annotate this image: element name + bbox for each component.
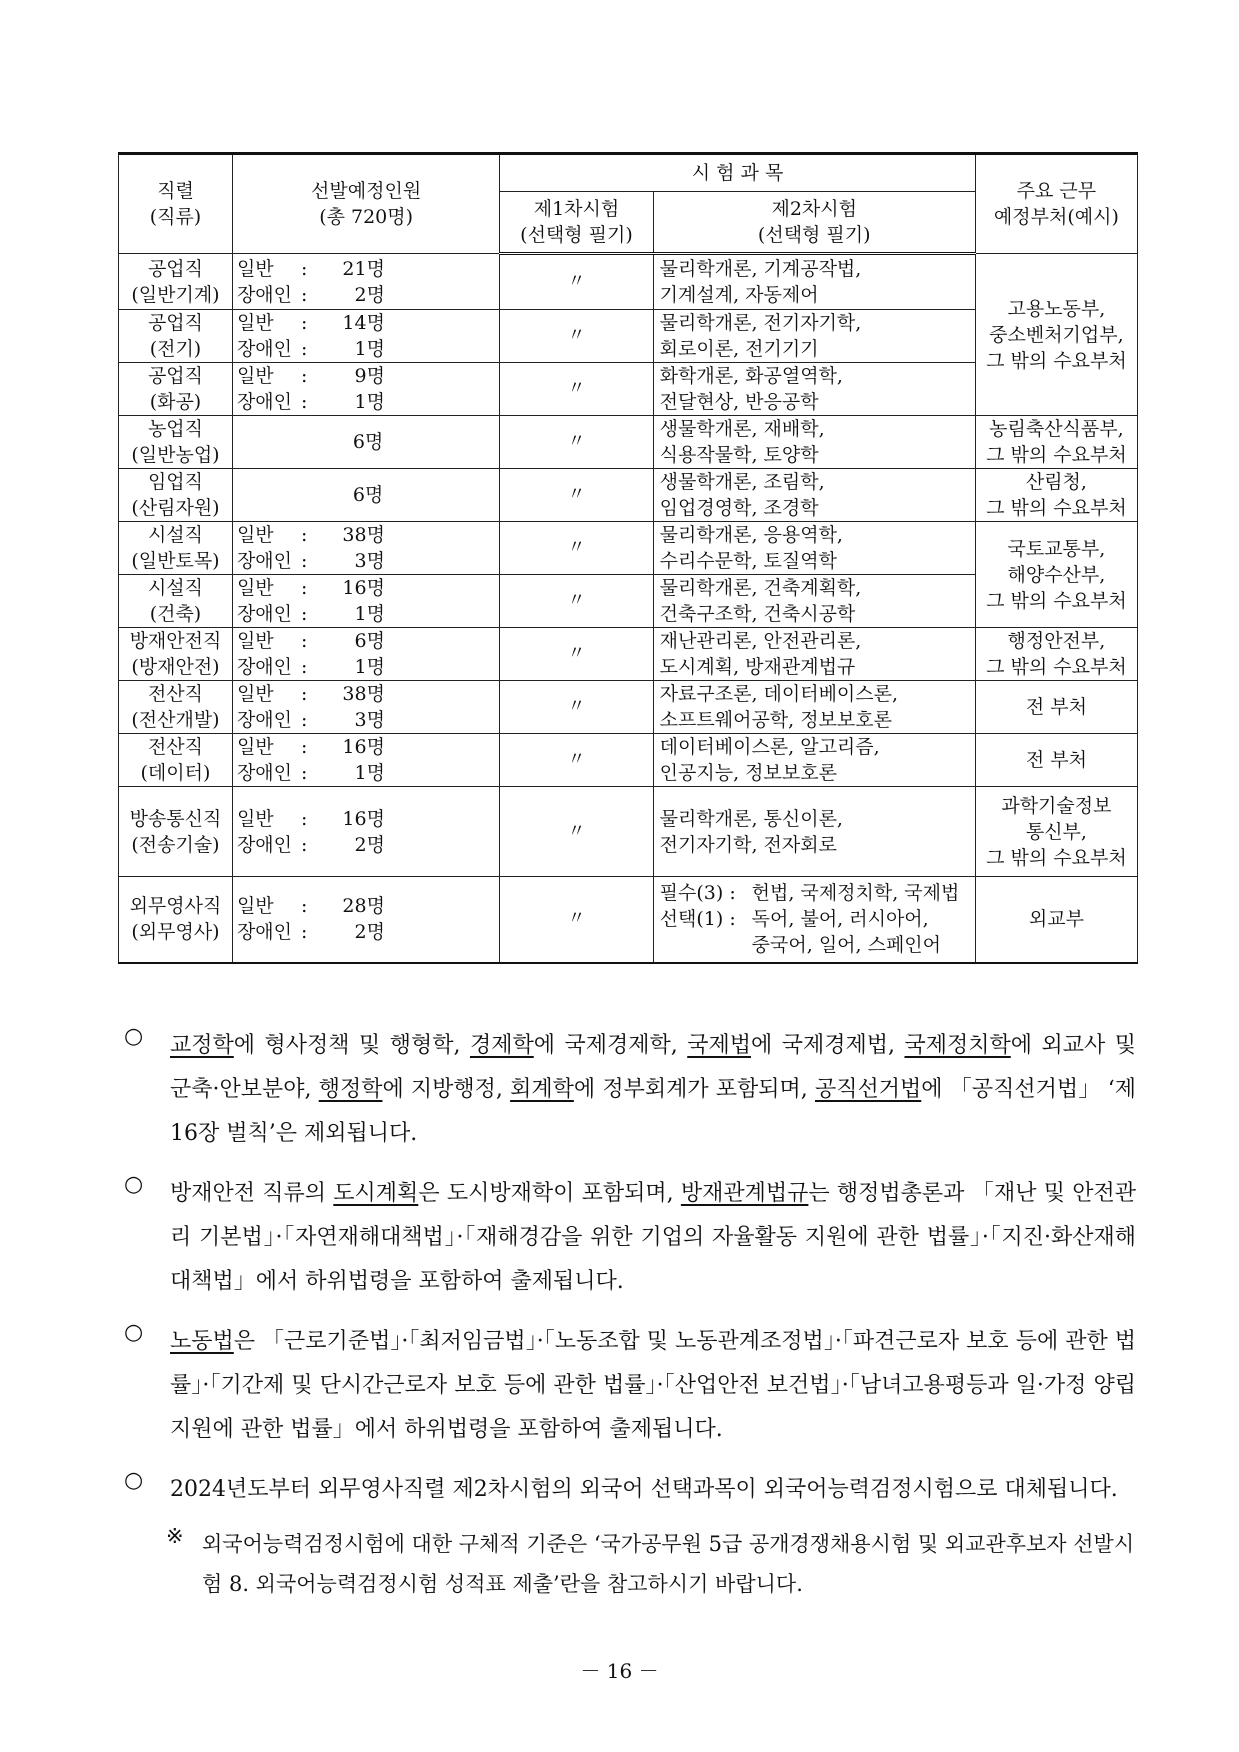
job-cell: 시설직 (일반토목) (119, 522, 233, 575)
second-exam-cell: 필수(3) : 헌법, 국제정치학, 국제법 선택(1) : 독어, 불어, 러시아어, 중국어, 일어, 스페인어 (653, 877, 975, 963)
first-exam-cell: 〃 (500, 575, 653, 628)
second-exam-cell: 데이터베이스론, 알고리즘, 인공지능, 정보보호론 (653, 734, 975, 787)
selection-cell: 일반 : 38명 장애인 : 3명 (232, 522, 499, 575)
first-exam-cell: 〃 (500, 522, 653, 575)
header-first-exam: 제1차시험 (선택형 필기) (500, 192, 653, 254)
dept-cell: 외교부 (975, 877, 1137, 963)
second-exam-cell: 물리학개론, 통신이론, 전기자기학, 전자회로 (653, 787, 975, 877)
dept-cell: 산림청, 그 밖의 수요부처 (975, 469, 1137, 522)
job-cell: 외무영사직 (외무영사) (119, 877, 233, 963)
table-row (119, 254, 1138, 310)
second-exam-cell: 자료구조론, 데이터베이스론, 소프트웨어공학, 정보보호론 (653, 681, 975, 734)
first-exam-cell: 〃 (500, 681, 653, 734)
circle-bullet-icon: ○ (124, 1024, 144, 1049)
note-text: 교정학에 형사정책 및 행형학, 경제학에 국제경제학, 국제법에 국제경제법, 국제정치학에 외교사 및 군축·안보분야, 행정학에 지방행정, 회계학에 정부회계가 포함되며, 공직선거법에 「공직선거법」 ‘제16장 벌칙’은 제외됩니다. (170, 1033, 1136, 1146)
exam-subjects-table (118, 152, 1138, 964)
header-job: 직렬 (직류) (119, 154, 233, 254)
job-cell: 전산직 (전산개발) (119, 681, 233, 734)
reference-note (166, 1524, 1136, 1604)
first-exam-cell: 〃 (500, 628, 653, 681)
job-cell: 방송통신직 (전송기술) (119, 787, 233, 877)
first-exam-cell: 〃 (500, 254, 653, 310)
job-cell: 공업직 (일반기계) (119, 254, 233, 310)
table-row (119, 787, 1138, 877)
first-exam-cell: 〃 (500, 363, 653, 416)
selection-cell: 일반 : 16명 장애인 : 1명 (232, 734, 499, 787)
selection-cell: 일반 : 16명 장애인 : 2명 (232, 787, 499, 877)
note-text: 노동법은 「근로기준법」·「최저임금법」·「노동조합 및 노동관계조정법」·「파견근로자 보호 등에 관한 법률」·「기간제 및 단시간근로자 보호 등에 관한 법률」·「산업안전 보건법」·「남녀고용평등과 일·가정 양립 지원에 관한 법률」에서 하위법령을 포함하여 출제됩니다. (170, 1329, 1136, 1442)
job-cell: 시설직 (건축) (119, 575, 233, 628)
exam-table-section (118, 152, 1138, 964)
dept-cell: 국토교통부, 해양수산부, 그 밖의 수요부처 (975, 522, 1137, 628)
second-exam-cell: 물리학개론, 전기자기학, 회로이론, 전기기기 (653, 310, 975, 363)
notes-section (124, 1024, 1136, 1604)
second-exam-cell: 물리학개론, 건축계획학, 건축구조학, 건축시공학 (653, 575, 975, 628)
second-exam-cell: 물리학개론, 응용역학, 수리수문학, 토질역학 (653, 522, 975, 575)
note-item (124, 1024, 1136, 1156)
table-row (119, 681, 1138, 734)
job-cell: 농업직 (일반농업) (119, 416, 233, 469)
circle-bullet-icon: ○ (124, 1172, 144, 1197)
dept-cell: 전 부처 (975, 681, 1137, 734)
circle-bullet-icon: ○ (124, 1468, 144, 1493)
job-cell: 공업직 (화공) (119, 363, 233, 416)
job-cell: 공업직 (전기) (119, 310, 233, 363)
header-selection: 선발예정인원 (총 720명) (232, 154, 499, 254)
note-text: 방재안전 직류의 도시계획은 도시방재학이 포함되며, 방재관계법규는 행정법총론과 「재난 및 안전관리 기본법」·「자연재해대책법」·「재해경감을 위한 기업의 자율활동 지원에 관한 법률」·「지진·화산재해대책법」에서 하위법령을 포함하여 출제됩니다. (170, 1181, 1136, 1294)
second-exam-cell: 생물학개론, 조림학, 임업경영학, 조경학 (653, 469, 975, 522)
first-exam-cell: 〃 (500, 734, 653, 787)
job-cell: 임업직 (산림자원) (119, 469, 233, 522)
selection-cell: 일반 : 28명 장애인 : 2명 (232, 877, 499, 963)
dept-cell: 전 부처 (975, 734, 1137, 787)
second-exam-cell: 재난관리론, 안전관리론, 도시계획, 방재관계법규 (653, 628, 975, 681)
circle-bullet-icon: ○ (124, 1320, 144, 1345)
selection-cell: 6명 (232, 469, 499, 522)
selection-cell: 일반 : 21명 장애인 : 2명 (232, 254, 499, 310)
second-exam-cell: 화학개론, 화공열역학, 전달현상, 반응공학 (653, 363, 975, 416)
table-row (119, 628, 1138, 681)
selection-cell: 6명 (232, 416, 499, 469)
first-exam-cell: 〃 (500, 469, 653, 522)
job-cell: 방재안전직 (방재안전) (119, 628, 233, 681)
table-row (119, 734, 1138, 787)
header-dept: 주요 근무 예정부처(예시) (975, 154, 1137, 254)
table-row (119, 522, 1138, 575)
note-item (124, 1172, 1136, 1304)
reference-text: 외국어능력검정시험에 대한 구체적 기준은 ‘국가공무원 5급 공개경쟁채용시험 및 외교관후보자 선발시험 8. 외국어능력검정시험 성적표 제출’란을 참고하시기 바랍니다. (202, 1532, 1135, 1596)
table-row (119, 877, 1138, 963)
selection-cell: 일반 : 14명 장애인 : 1명 (232, 310, 499, 363)
header-exam-subjects: 시 험 과 목 (500, 154, 976, 192)
selection-cell: 일반 : 6명 장애인 : 1명 (232, 628, 499, 681)
dept-cell: 행정안전부, 그 밖의 수요부처 (975, 628, 1137, 681)
page-number: － 16 － (580, 1659, 659, 1683)
table-row (119, 416, 1138, 469)
dept-cell: 농림축산식품부, 그 밖의 수요부처 (975, 416, 1137, 469)
first-exam-cell: 〃 (500, 416, 653, 469)
selection-cell: 일반 : 38명 장애인 : 3명 (232, 681, 499, 734)
second-exam-cell: 물리학개론, 기계공작법, 기계설계, 자동제어 (653, 254, 975, 310)
first-exam-cell: 〃 (500, 877, 653, 963)
dept-cell: 고용노동부, 중소벤처기업부, 그 밖의 수요부처 (975, 254, 1137, 416)
dept-cell: 과학기술정보 통신부, 그 밖의 수요부처 (975, 787, 1137, 877)
selection-cell: 일반 : 16명 장애인 : 1명 (232, 575, 499, 628)
first-exam-cell: 〃 (500, 310, 653, 363)
job-cell: 전산직 (데이터) (119, 734, 233, 787)
header-second-exam: 제2차시험 (선택형 필기) (653, 192, 975, 254)
selection-cell: 일반 : 9명 장애인 : 1명 (232, 363, 499, 416)
first-exam-cell: 〃 (500, 787, 653, 877)
note-text: 2024년도부터 외무영사직렬 제2차시험의 외국어 선택과목이 외국어능력검정시험으로 대체됩니다. (170, 1477, 1118, 1502)
reference-mark-icon: ※ (166, 1524, 184, 1548)
second-exam-cell: 생물학개론, 재배학, 식용작물학, 토양학 (653, 416, 975, 469)
note-item (124, 1468, 1136, 1512)
table-row (119, 469, 1138, 522)
note-item (124, 1320, 1136, 1452)
